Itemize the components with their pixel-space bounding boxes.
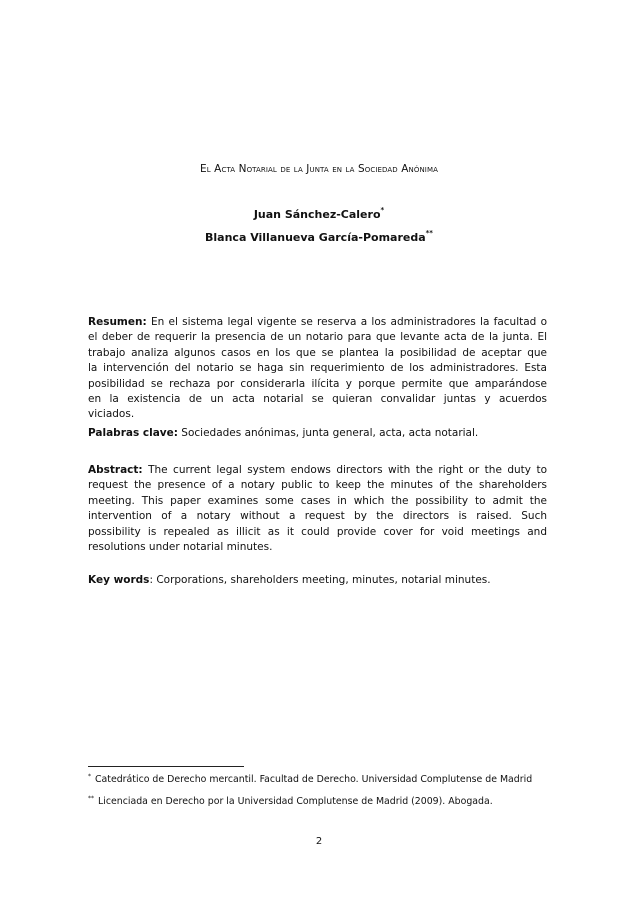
abstract-label: Abstract:: [88, 464, 143, 476]
text-line: Key words: Corporations, shareholders meeting, minutes, notarial minutes.: [88, 574, 491, 586]
footnote-2: [88, 795, 493, 807]
text-line: Resumen: En el sistema legal vigente se reserva a los administradores la facultad o: [88, 316, 548, 328]
footnote-separator: [88, 766, 244, 767]
text-line: en la existencia de un acta notarial se quieran convalidar juntas y acuerdos: [88, 393, 547, 406]
footnote-mark: *: [380, 206, 385, 214]
text-line: possibility is repealed as illicit as it could provide cover for void meetings and: [88, 525, 547, 538]
text-line: viciados.: [88, 408, 135, 421]
paper-title: El Acta Notarial de la Junta en la Sociedad Anónima: [200, 163, 438, 175]
abstract-paragraph: [88, 463, 547, 555]
key-words-label: Key words: [88, 574, 150, 586]
author-name: Blanca Villanueva García-Pomareda: [205, 231, 426, 244]
text-line: el deber de requerir la presencia de un notario para que levante acta de la junta. El: [88, 331, 547, 344]
text-line: Palabras clave: Sociedades anónimas, junta general, acta, acta notarial.: [88, 427, 479, 439]
footnote-mark: *: [88, 773, 91, 780]
text-line: resolutions under notarial minutes.: [88, 541, 273, 554]
text-line: meeting. This paper examines some cases in which the possibility to admit the: [88, 494, 547, 507]
palabras-clave-paragraph: [88, 426, 547, 441]
footnote-text: Catedrático de Derecho mercantil. Facultad de Derecho. Universidad Complutense de Madrid: [95, 774, 533, 785]
author-2: [0, 229, 638, 244]
text-line: trabajo analiza algunos casos en los que se plantea la posibilidad de aceptar que: [88, 346, 547, 359]
footnote-1: [88, 773, 532, 785]
palabras-clave-label: Palabras clave:: [88, 427, 178, 439]
text-line: Abstract: The current legal system endows directors with the right or the duty to: [88, 464, 547, 476]
text-line: request the presence of a notary public to keep the minutes of the shareholders: [88, 479, 547, 492]
resumen-paragraph: [88, 315, 547, 423]
key-words-paragraph: [88, 573, 547, 588]
text-line: la intervención del notario se haga sin requerimiento de los administradores. Esta: [88, 362, 547, 375]
page-number: 2: [315, 836, 323, 847]
author-1: [0, 206, 638, 221]
footnote-text: Licenciada en Derecho por la Universidad Complutense de Madrid (2009). Abogada.: [98, 796, 493, 807]
footnote-mark: **: [88, 795, 94, 802]
text-line: intervention of a notary without a request by the directors is raised. Such: [88, 510, 547, 523]
footnote-mark: **: [425, 229, 433, 237]
resumen-label: Resumen:: [88, 316, 147, 328]
text-line: posibilidad se rechaza por considerarla ilícita y porque permite que amparándose: [88, 377, 547, 390]
author-name: Juan Sánchez-Calero: [253, 208, 381, 221]
